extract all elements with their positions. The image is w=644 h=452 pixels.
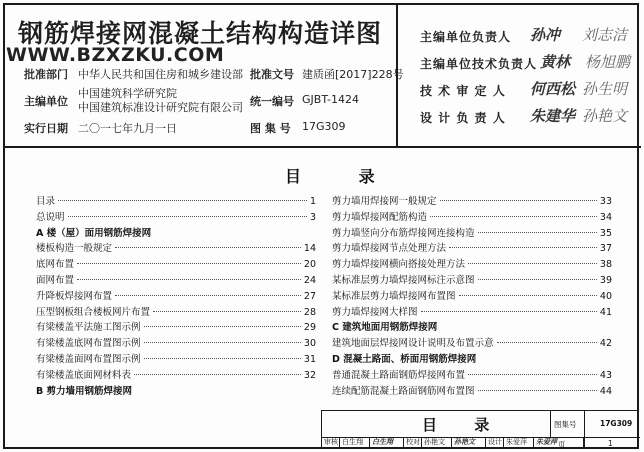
toc-entry-title: 楼板构造一般规定 xyxy=(36,243,113,255)
toc-entry-title: 建筑地面层焊接网设计说明及布置示意 xyxy=(332,338,494,350)
toc-heading: 目 录 xyxy=(285,167,401,186)
toc-entry-title: 剪力墙用焊接网一般规定 xyxy=(332,196,437,207)
toc-entry-title: 有梁楼盖平法施工图示例 xyxy=(36,322,141,334)
page-number: 1 xyxy=(608,439,613,448)
toc-page-number: 29 xyxy=(303,322,316,334)
toc-entry-title: 某标准层剪力墙焊接网布置图 xyxy=(332,290,456,302)
toc-entry[interactable] xyxy=(36,319,316,335)
toc-entry[interactable] xyxy=(36,288,316,304)
signature-tech-reviewer-2: 孙生明 xyxy=(582,80,628,98)
toc-entry[interactable] xyxy=(36,240,316,256)
toc-leader-dots xyxy=(77,279,301,280)
toc-leader-dots xyxy=(478,232,597,233)
toc-entry[interactable] xyxy=(332,335,612,351)
toc-leader-dots xyxy=(440,200,597,201)
signature-tech-chief-2: 杨旭鹏 xyxy=(585,53,631,71)
toc-leader-dots xyxy=(144,326,301,327)
toc-page-number: 28 xyxy=(303,306,316,318)
toc-entry-title: 有梁楼盖底网布置图示例 xyxy=(36,338,141,350)
toc-page-number: 30 xyxy=(303,338,316,350)
page-label: 页 xyxy=(558,440,566,449)
atlas-no-label-small: 图集号 xyxy=(554,420,577,429)
toc-entry-title: 压型钢板组合楼板网片布置 xyxy=(36,306,151,318)
toc-entry[interactable] xyxy=(36,193,316,209)
toc-page-number: 43 xyxy=(599,369,612,381)
toc-page-number: 33 xyxy=(599,196,612,207)
toc-entry-title: 底网布置 xyxy=(36,259,75,271)
atlas-no-value-small: 17G309 xyxy=(600,419,633,428)
toc-entry-title: A 楼（屋）面用钢筋焊接网 xyxy=(36,227,152,239)
toc-page-number: 42 xyxy=(599,338,612,350)
signature-tech-reviewer-1: 何西松 xyxy=(530,80,576,98)
toc-entry[interactable] xyxy=(332,240,612,256)
toc-leader-dots xyxy=(468,263,597,264)
toc-leader-dots xyxy=(468,374,597,375)
toc-entry-title: 剪力墙焊接网横向搭接处理方法 xyxy=(332,259,466,271)
toc-page-number: 27 xyxy=(303,290,316,302)
approval-doc-value: 建质函[2017]228号 xyxy=(302,68,404,81)
role-chief-editor: 主编单位负责人 xyxy=(420,30,512,44)
toc-page-number: 3 xyxy=(309,211,316,223)
toc-page-number: 37 xyxy=(599,243,612,255)
check-label: 校对 xyxy=(406,438,420,446)
effective-date-value: 二〇一七年九月一日 xyxy=(78,122,177,135)
toc-entry[interactable] xyxy=(36,367,316,383)
toc-leader-dots xyxy=(144,342,301,343)
unified-no-label: 统一编号 xyxy=(250,95,294,108)
toc-leader-dots xyxy=(478,390,597,391)
role-tech-reviewer: 技 术 审 定 人 xyxy=(420,84,506,98)
toc-page-number: 38 xyxy=(599,259,612,271)
approval-dept-label: 批准部门 xyxy=(24,68,68,81)
toc-leader-dots xyxy=(58,200,307,201)
toc-section-heading xyxy=(332,319,612,335)
toc-section-heading xyxy=(36,225,316,241)
toc-entry-title: 普通混凝土路面钢筋焊接网布置 xyxy=(332,369,466,381)
review-name: 白生翔 xyxy=(340,437,370,448)
toc-leader-dots xyxy=(421,311,597,312)
toc-entry-title: D 混凝土路面、桥面用钢筋焊接网 xyxy=(332,353,477,365)
toc-page-number: 35 xyxy=(599,227,612,239)
atlas-no-label: 图 集 号 xyxy=(250,122,291,135)
toc-entry[interactable] xyxy=(36,256,316,272)
toc-leader-dots xyxy=(68,216,307,217)
editor-value-1: 中国建筑科学研究院 xyxy=(78,87,177,100)
toc-leader-dots xyxy=(115,247,301,248)
toc-leader-dots xyxy=(144,358,301,359)
toc-entry-title: 升降板焊接网布置 xyxy=(36,290,113,302)
header-divider xyxy=(3,146,641,148)
role-tech-chief: 主编单位技术负责人 xyxy=(420,57,538,71)
toc-page-number: 44 xyxy=(599,385,612,397)
toc-entry[interactable] xyxy=(36,272,316,288)
toc-entry[interactable] xyxy=(332,225,612,241)
toc-leader-dots xyxy=(77,263,301,264)
signature-design-lead-2: 孙艳文 xyxy=(582,107,628,125)
toc-leader-dots xyxy=(449,247,597,248)
toc-page-number: 20 xyxy=(303,259,316,271)
toc-entry[interactable] xyxy=(36,304,316,320)
toc-entry[interactable] xyxy=(332,272,612,288)
signature-design-lead-1: 朱建华 xyxy=(530,107,576,125)
toc-page-number: 1 xyxy=(309,196,316,207)
role-design-lead: 设 计 负 责 人 xyxy=(420,111,506,125)
toc-page-number: 34 xyxy=(599,211,612,223)
toc-entry-title: 剪力墙焊接网配筋构造 xyxy=(332,211,428,223)
toc-entry-title: 剪力墙竖向分布筋焊接网连接构造 xyxy=(332,227,475,239)
check-signature: 孙艳文 xyxy=(452,437,486,448)
watermark: WWW.BZXZKU.COM xyxy=(6,44,225,66)
toc-page-number: 41 xyxy=(599,306,612,318)
toc-page-number: 24 xyxy=(303,274,316,286)
title-block-name: 目 录 xyxy=(422,416,506,434)
title-block-divider xyxy=(584,411,585,448)
toc-leader-dots xyxy=(134,374,301,375)
toc-leader-dots xyxy=(478,279,597,280)
toc-leader-dots xyxy=(497,342,597,343)
toc-left-column xyxy=(36,193,316,398)
signature-chief-editor-2: 刘志洁 xyxy=(582,26,628,44)
toc-entry-title: 剪力墙焊接网节点处理方法 xyxy=(332,243,447,255)
toc-page-number: 31 xyxy=(303,353,316,365)
review-label: 审核 xyxy=(324,438,338,446)
toc-entry[interactable] xyxy=(332,383,612,399)
toc-page-number: 40 xyxy=(599,290,612,302)
design-name: 朱爱萍 xyxy=(504,437,534,448)
toc-entry-title: 面网布置 xyxy=(36,274,75,286)
toc-entry-title: C 建筑地面用钢筋焊接网 xyxy=(332,322,438,334)
signature-chief-editor-1: 孙冲 xyxy=(530,26,561,44)
check-name: 孙艳文 xyxy=(422,437,452,448)
toc-section-heading xyxy=(36,383,316,399)
title-block xyxy=(321,410,639,449)
toc-leader-dots xyxy=(430,216,597,217)
toc-section-heading xyxy=(332,351,612,367)
title-block-divider xyxy=(550,411,551,437)
toc-leader-dots xyxy=(459,295,597,296)
review-signature: 白生翔 xyxy=(370,437,404,448)
toc-leader-dots xyxy=(115,295,301,296)
effective-date-label: 实行日期 xyxy=(24,122,68,135)
toc-entry-title: 有梁楼盖面网布置图示例 xyxy=(36,353,141,365)
toc-entry-title: 某标准层剪力墙焊接网标注示意图 xyxy=(332,274,475,286)
toc-entry[interactable] xyxy=(36,351,316,367)
toc-leader-dots xyxy=(153,311,301,312)
toc-entry-title: B 剪力墙用钢筋焊接网 xyxy=(36,385,133,397)
toc-page-number: 39 xyxy=(599,274,612,286)
approval-doc-label: 批准文号 xyxy=(250,68,294,81)
toc-right-column xyxy=(332,193,612,398)
atlas-title: 钢筋焊接网混凝土结构构造详图 xyxy=(18,19,383,48)
toc-entry[interactable] xyxy=(36,209,316,225)
toc-entry-title: 连续配筋混凝土路面钢筋网布置图 xyxy=(332,385,475,397)
toc-entry[interactable] xyxy=(332,209,612,225)
toc-entry[interactable] xyxy=(332,304,612,320)
toc-entry-title: 剪力墙焊接网大样图 xyxy=(332,306,418,318)
toc-page-number: 14 xyxy=(303,243,316,255)
signature-tech-chief-1: 黄林 xyxy=(540,53,571,71)
toc-entry[interactable] xyxy=(332,367,612,383)
design-label: 设计 xyxy=(488,438,502,446)
toc-entry-title: 目录 xyxy=(36,196,56,207)
toc-entry[interactable] xyxy=(36,335,316,351)
toc-entry-title: 总说明 xyxy=(36,211,65,223)
atlas-no-value: 17G309 xyxy=(302,120,346,133)
editor-value-2: 中国建筑标准设计研究院有限公司 xyxy=(78,101,243,114)
approval-dept-value: 中华人民共和国住房和城乡建设部 xyxy=(78,68,243,81)
toc-entry[interactable] xyxy=(332,193,612,209)
editor-label: 主编单位 xyxy=(24,95,68,108)
unified-no-value: GJBT-1424 xyxy=(302,93,359,106)
toc-entry[interactable] xyxy=(332,288,612,304)
toc-entry[interactable] xyxy=(332,256,612,272)
toc-page-number: 32 xyxy=(303,369,316,381)
design-signature: 朱爱萍 xyxy=(534,437,584,448)
toc-entry-title: 有梁楼盖底面网材料表 xyxy=(36,369,132,381)
